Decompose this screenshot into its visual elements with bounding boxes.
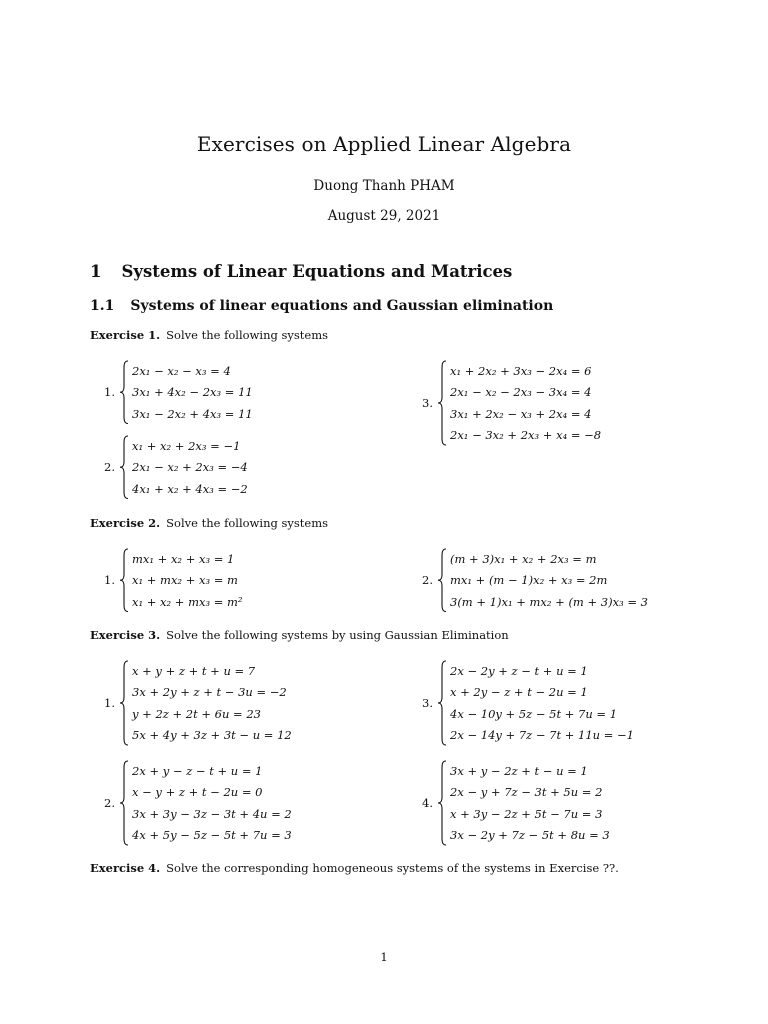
equation: 2x − 14y + 7z − 7t + 11u = −1	[450, 728, 634, 743]
equation: 4x₁ + x₂ + 4x₃ = −2	[132, 481, 248, 496]
equation: 2x₁ − 3x₂ + 2x₃ + x₄ = −8	[450, 428, 602, 443]
equation: y + 2z + 2t + 6u = 23	[132, 706, 261, 721]
subsection-heading	[90, 298, 553, 314]
left-brace	[120, 760, 130, 846]
exercise-text: Solve the following systems	[166, 516, 329, 530]
system-number: 3.	[422, 696, 433, 710]
equation: 2x₁ − x₂ − 2x₃ − 3x₄ = 4	[450, 385, 592, 400]
left-brace	[120, 435, 130, 500]
exercise-1	[90, 328, 328, 342]
page-number: 1	[380, 950, 388, 964]
equation: x₁ + mx₂ + x₃ = m	[132, 573, 238, 588]
equation: 3x − 2y + 7z − 5t + 8u = 3	[450, 828, 610, 843]
system-number: 1.	[104, 385, 115, 400]
equation: x + y + z + t + u = 7	[132, 663, 256, 678]
system-number: 2.	[104, 460, 115, 475]
exercise-label: Exercise 4.	[90, 861, 161, 875]
equation: 3x₁ + 4x₂ − 2x₃ = 11	[132, 385, 253, 400]
equation: 4x + 5y − 5z − 5t + 7u = 3	[132, 828, 292, 843]
equation: 2x − 2y + z − t + u = 1	[450, 663, 588, 678]
equation-system	[422, 660, 722, 746]
system-number: 2.	[104, 796, 115, 810]
equation-system	[422, 548, 722, 613]
equation: 2x − y + 7z − 3t + 5u = 2	[450, 785, 603, 800]
equation-system	[422, 360, 722, 446]
left-brace	[120, 360, 130, 425]
exercise-label: Exercise 1.	[90, 328, 161, 342]
equation: 2x + y − z − t + u = 1	[132, 763, 263, 778]
equation: 3x₁ + 2x₂ − x₃ + 2x₄ = 4	[450, 406, 592, 421]
left-brace	[438, 360, 448, 446]
exercise-text: Solve the following systems by using Gaussian Elimination	[166, 628, 509, 642]
equation: x + 3y − 2z + 5t − 7u = 3	[450, 806, 603, 821]
equation-system	[104, 760, 404, 846]
equation: 3x + 2y + z + t − 3u = −2	[132, 685, 287, 700]
equation: 3(m + 1)x₁ + mx₂ + (m + 3)x₃ = 3	[450, 594, 648, 609]
equation: 3x + 3y − 3z − 3t + 4u = 2	[132, 806, 292, 821]
equation: (m + 3)x₁ + x₂ + 2x₃ = m	[450, 551, 597, 566]
paper-author: Duong Thanh PHAM	[313, 178, 455, 194]
equation: x + 2y − z + t − 2u = 1	[450, 685, 588, 700]
left-brace	[438, 760, 448, 846]
system-number: 4.	[422, 796, 433, 810]
equation-system	[104, 660, 404, 746]
left-brace	[438, 660, 448, 746]
equation-system	[104, 435, 404, 500]
subsection-title: Systems of linear equations and Gaussian elimination	[130, 298, 554, 314]
equation: x₁ + 2x₂ + 3x₃ − 2x₄ = 6	[450, 363, 592, 378]
equation: 2x₁ − x₂ − x₃ = 4	[132, 363, 231, 378]
left-brace	[438, 548, 448, 613]
equation: x₁ + x₂ + 2x₃ = −1	[132, 438, 241, 453]
exercise-2	[90, 516, 328, 530]
equation: 3x + y − 2z + t − u = 1	[450, 763, 588, 778]
equation: mx₁ + x₂ + x₃ = 1	[132, 551, 235, 566]
equation-system	[104, 360, 404, 425]
equation: 2x₁ − x₂ + 2x₃ = −4	[132, 460, 248, 475]
exercise-label: Exercise 3.	[90, 628, 161, 642]
exercise-text: Solve the corresponding homogeneous systems of the systems in Exercise ??.	[166, 861, 619, 875]
section-title: Systems of Linear Equations and Matrices	[121, 262, 513, 281]
exercise-text: Solve the following systems	[166, 328, 329, 342]
system-number: 1.	[104, 573, 115, 588]
exercise-label: Exercise 2.	[90, 516, 161, 530]
equation-system	[422, 760, 722, 846]
equation: 5x + 4y + 3z + 3t − u = 12	[132, 728, 292, 743]
equation: 3x₁ − 2x₂ + 4x₃ = 11	[132, 406, 253, 421]
subsection-number: 1.1	[90, 298, 115, 314]
system-number: 2.	[422, 573, 433, 588]
system-number: 3.	[422, 396, 433, 410]
equation: x₁ + x₂ + mx₃ = m²	[132, 594, 243, 609]
paper-title: Exercises on Applied Linear Algebra	[196, 132, 572, 156]
equation-system	[104, 548, 404, 613]
system-number: 1.	[104, 696, 115, 710]
equation: mx₁ + (m − 1)x₂ + x₃ = 2m	[450, 573, 608, 588]
exercise-3	[90, 628, 509, 642]
left-brace	[120, 660, 130, 746]
exercise-4	[90, 861, 619, 875]
equation: x − y + z + t − 2u = 0	[132, 785, 263, 800]
equation: 4x − 10y + 5z − 5t + 7u = 1	[450, 706, 618, 721]
section-heading	[90, 262, 512, 281]
left-brace	[120, 548, 130, 613]
section-number: 1	[90, 262, 102, 281]
paper-date: August 29, 2021	[327, 208, 441, 224]
